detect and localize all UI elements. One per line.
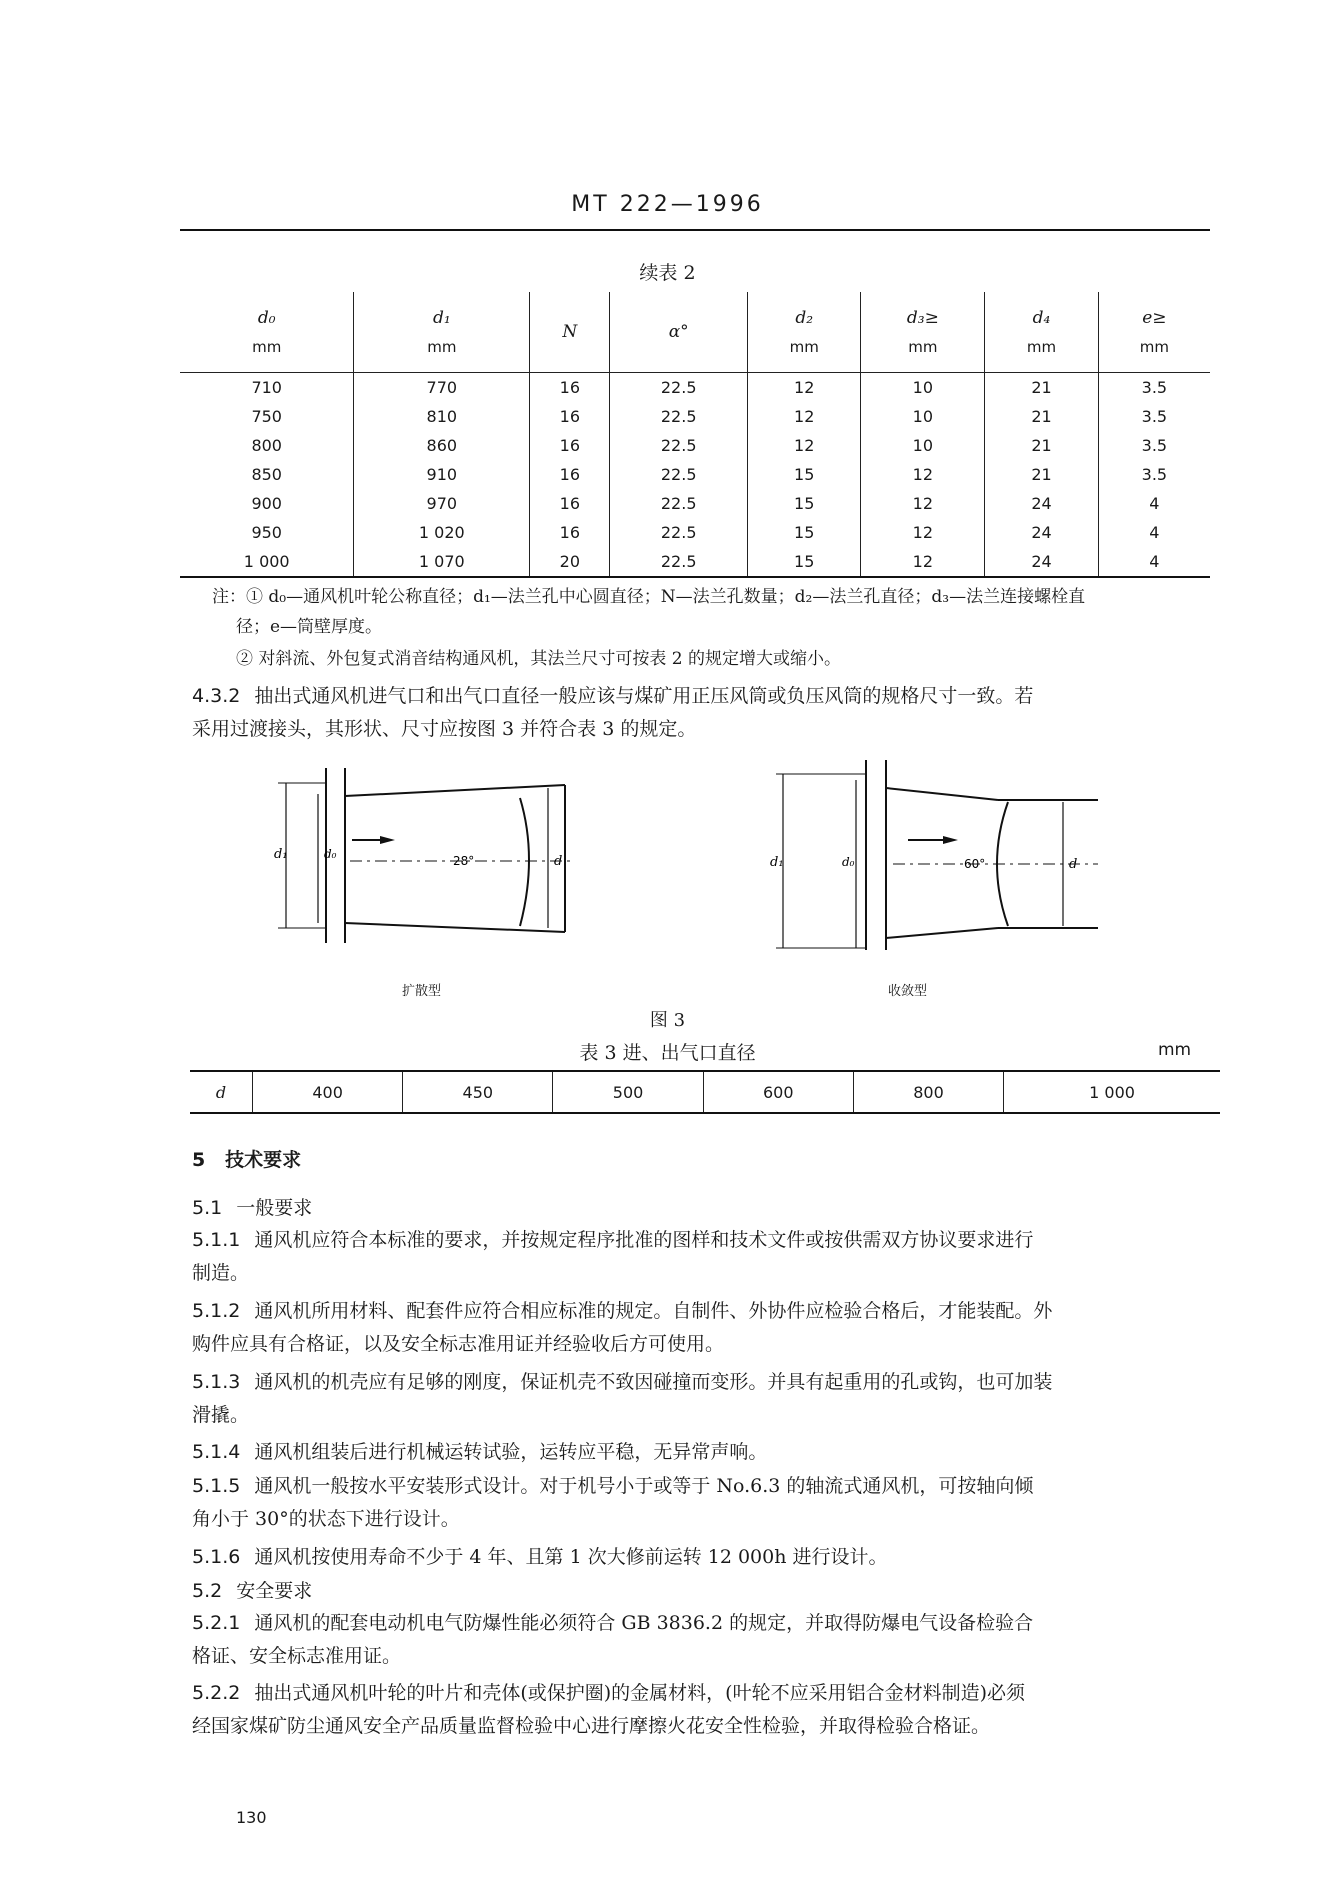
cell: 500 xyxy=(553,1071,703,1113)
cell: 21 xyxy=(985,373,1099,403)
col-n: N xyxy=(530,292,610,373)
cone-outline xyxy=(345,785,565,796)
table3-title: 表 3 进、出气口直径 xyxy=(579,1042,756,1064)
label-d1: d₁ xyxy=(770,855,784,870)
cell: 900 xyxy=(251,494,282,513)
cell: 15 xyxy=(747,460,861,489)
cell: 16 xyxy=(530,518,610,547)
table-row xyxy=(180,547,1210,577)
page-number: 130 xyxy=(236,1808,267,1827)
cell: 800 xyxy=(853,1071,1003,1113)
clause-5-1-4: 5.1.4 通风机组装后进行机械运转试验，运转应平稳，无异常声响。 xyxy=(192,1441,768,1463)
cone-outline xyxy=(886,788,998,800)
cell: 22.5 xyxy=(610,373,748,403)
table2-header-row xyxy=(180,292,1210,373)
cell: 12 xyxy=(861,460,985,489)
cell: 850 xyxy=(251,465,282,484)
table-row xyxy=(180,518,1210,547)
cell: 800 xyxy=(251,436,282,455)
cell: 810 xyxy=(354,402,530,431)
cell: 21 xyxy=(985,460,1099,489)
cell: 1 020 xyxy=(354,518,530,547)
cell: 22.5 xyxy=(610,431,748,460)
diffuser-caption: 扩散型 xyxy=(402,984,442,999)
label-d0: d₀ xyxy=(324,847,337,861)
cell: 16 xyxy=(530,373,610,403)
cell: 770 xyxy=(354,373,530,403)
col-d4: d₄ mm xyxy=(985,292,1099,373)
figure3-title: 图 3 xyxy=(649,1010,686,1031)
cell: 12 xyxy=(861,489,985,518)
clause-4-3-2: 4.3.2 抽出式通风机进气口和出气口直径一般应该与煤矿用正压风筒或负压风筒的规格尺寸一致。若 采用过渡接头，其形状、尺寸应按图 3 并符合表 3 的规定。 xyxy=(192,685,1034,740)
reducer-caption: 收敛型 xyxy=(888,984,928,999)
header-rule xyxy=(180,229,1210,231)
clause-5-1-6: 5.1.6 通风机按使用寿命不少于 4 年、且第 1 次大修前运转 12 000h 进行设计。 xyxy=(192,1546,888,1568)
cell: 950 xyxy=(251,523,282,542)
table-row xyxy=(180,431,1210,460)
cell: 4 xyxy=(1098,547,1210,577)
cell: 450 xyxy=(403,1071,553,1113)
cell: 16 xyxy=(530,489,610,518)
label-d: d xyxy=(554,854,563,869)
cell: 860 xyxy=(354,431,530,460)
table-row xyxy=(180,373,1210,403)
cell: 600 xyxy=(703,1071,853,1113)
cell: 750 xyxy=(251,407,282,426)
cell: 22.5 xyxy=(610,547,748,577)
col-d0: d₀ mm xyxy=(180,292,354,373)
cell: 15 xyxy=(747,489,861,518)
cell: 15 xyxy=(747,518,861,547)
cell: 1 000 xyxy=(180,547,354,577)
cell: 24 xyxy=(985,518,1099,547)
label-d1: d₁ xyxy=(274,847,288,862)
cell: 970 xyxy=(354,489,530,518)
cell: 400 xyxy=(253,1071,403,1113)
angle-label: 60° xyxy=(964,857,986,871)
cell: 21 xyxy=(985,431,1099,460)
col-d2: d₂ mm xyxy=(747,292,861,373)
clause-5-2-2: 5.2.2 抽出式通风机叶轮的叶片和壳体(或保护圈)的金属材料，(叶轮不应采用铝合金材料制造)必须 经国家煤矿防尘通风安全产品质量监督检验中心进行摩擦火花安全性检验，并取得检验合格证。 xyxy=(192,1682,1026,1737)
table2-note-1: 注：① d₀—通风机叶轮公称直径；d₁—法兰孔中心圆直径；N—法兰孔数量；d₂—法兰孔直径；d₃—法兰连接螺栓直 xyxy=(212,587,1086,607)
table3-unit: mm xyxy=(1158,1040,1192,1060)
table3 xyxy=(190,1070,1220,1114)
col-d3: d₃≥ mm xyxy=(861,292,985,373)
section-5-heading: 5 技术要求 xyxy=(192,1149,302,1171)
cell: 15 xyxy=(747,547,861,577)
clause-5-1: 5.1 一般要求 xyxy=(192,1197,313,1219)
table2 xyxy=(180,292,1210,578)
clause-5-1-1: 5.1.1 通风机应符合本标准的要求，并按规定程序批准的图样和技术文件或按供需双方协议要求进行 制造。 xyxy=(192,1229,1034,1284)
clause-5-1-5: 5.1.5 通风机一般按水平安装形式设计。对于机号小于或等于 No.6.3 的轴流式通风机，可按轴向倾 角小于 30°的状态下进行设计。 xyxy=(192,1475,1034,1530)
col-e: e≥ mm xyxy=(1098,292,1210,373)
cell: 12 xyxy=(861,547,985,577)
clause-5-1-3: 5.1.3 通风机的机壳应有足够的刚度，保证机壳不致因碰撞而变形。并具有起重用的孔或钩，也可加装 滑撬。 xyxy=(192,1371,1053,1426)
flow-arrow-head xyxy=(380,836,395,844)
cell: 22.5 xyxy=(610,460,748,489)
cell: 12 xyxy=(747,373,861,403)
cell: 1 000 xyxy=(1004,1071,1220,1113)
cell: 10 xyxy=(861,402,985,431)
cell: 4 xyxy=(1098,489,1210,518)
cell: 24 xyxy=(985,489,1099,518)
table-row xyxy=(180,460,1210,489)
table2-note-2: ② 对斜流、外包复式消音结构通风机，其法兰尺寸可按表 2 的规定增大或缩小。 xyxy=(236,649,842,669)
table-row xyxy=(190,1071,1220,1113)
angle-label: 28° xyxy=(453,854,475,868)
col-d1: d₁ mm xyxy=(354,292,530,373)
diffuser-diagram xyxy=(270,768,610,968)
standard-header: MT 222—1996 xyxy=(571,192,764,217)
flow-arrow-head xyxy=(943,836,958,844)
cell: 16 xyxy=(530,460,610,489)
table-row xyxy=(180,402,1210,431)
cell: 16 xyxy=(530,402,610,431)
table-row xyxy=(180,489,1210,518)
cell: 16 xyxy=(530,431,610,460)
cell: 4 xyxy=(1098,518,1210,547)
cell: 24 xyxy=(985,547,1099,577)
cell: 12 xyxy=(861,518,985,547)
cell: 22.5 xyxy=(610,518,748,547)
cell: 12 xyxy=(747,402,861,431)
clause-5-2-1: 5.2.1 通风机的配套电动机电气防爆性能必须符合 GB 3836.2 的规定，并取得防爆电气设备检验合 格证、安全标志准用证。 xyxy=(192,1612,1034,1667)
cell: d xyxy=(190,1071,253,1113)
col-alpha: α° xyxy=(610,292,748,373)
curved-section xyxy=(520,798,529,926)
cell: 710 xyxy=(251,378,282,397)
clause-5-2: 5.2 安全要求 xyxy=(192,1580,313,1602)
cell: 3.5 xyxy=(1098,431,1210,460)
cone-outline xyxy=(886,928,998,938)
clause-5-1-2: 5.1.2 通风机所用材料、配套件应符合相应标准的规定。自制件、外协件应检验合格后，才能装配。外 购件应具有合格证，以及安全标志准用证并经验收后方可使用。 xyxy=(192,1300,1053,1355)
cell: 10 xyxy=(861,373,985,403)
cell: 1 070 xyxy=(354,547,530,577)
reducer-diagram xyxy=(758,760,1098,970)
cell: 3.5 xyxy=(1098,402,1210,431)
cone-outline xyxy=(345,923,565,932)
cell: 12 xyxy=(747,431,861,460)
cell: 3.5 xyxy=(1098,373,1210,403)
table2-note-1-cont: 径；e—筒壁厚度。 xyxy=(236,617,383,637)
cell: 22.5 xyxy=(610,489,748,518)
label-d: d xyxy=(1069,857,1078,872)
cell: 910 xyxy=(354,460,530,489)
table2-title: 续表 2 xyxy=(639,262,696,284)
cell: 3.5 xyxy=(1098,460,1210,489)
cell: 21 xyxy=(985,402,1099,431)
cell: 22.5 xyxy=(610,402,748,431)
label-d0: d₀ xyxy=(842,855,855,869)
cell: 10 xyxy=(861,431,985,460)
cell: 20 xyxy=(530,547,610,577)
